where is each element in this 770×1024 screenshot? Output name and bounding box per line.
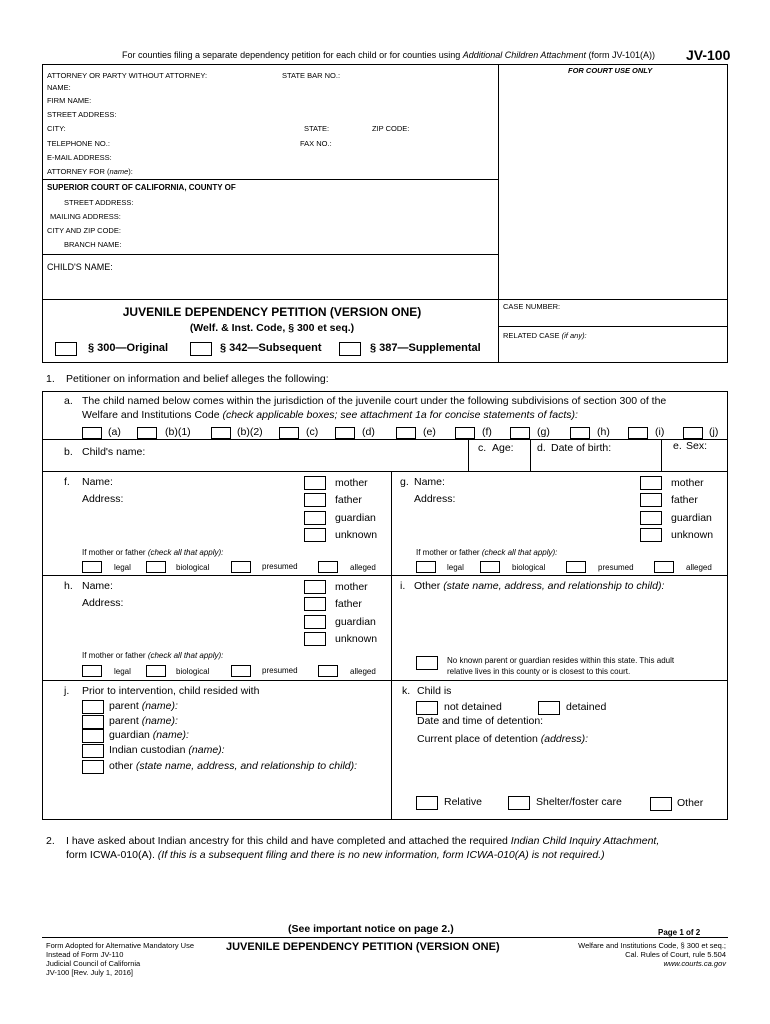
subsequent-label: § 342—Subsequent	[220, 342, 322, 354]
parent-f-address-input[interactable]: Address:	[82, 493, 124, 505]
attorney-for-field[interactable]: ATTORNEY FOR (name):	[47, 167, 133, 176]
zip-field[interactable]: ZIP CODE:	[372, 124, 410, 133]
parent-g-mother-checkbox[interactable]	[640, 476, 662, 490]
parent-f-name-input[interactable]: Name:	[82, 476, 113, 488]
parent-g-mother-label: mother	[671, 477, 704, 489]
city-field[interactable]: CITY:	[47, 124, 66, 133]
parent-h-legal-checkbox[interactable]	[82, 665, 102, 677]
item-g-label: g.	[400, 476, 409, 488]
subdivision-label-b2: (b)(2)	[237, 426, 263, 438]
subdivision-checkbox-j[interactable]	[683, 427, 703, 439]
page-number: Page 1 of 2	[658, 928, 701, 937]
parent-g-alleged-checkbox[interactable]	[654, 561, 674, 573]
subdivision-label-j: (j)	[709, 426, 719, 438]
resided-indian-custodian-checkbox[interactable]	[82, 744, 104, 758]
item1-text: Petitioner on information and belief alleges the following:	[66, 373, 329, 385]
fax-field[interactable]: FAX NO.:	[300, 139, 332, 148]
age-input[interactable]: Age:	[492, 442, 514, 454]
childs-name-input[interactable]: Child's name:	[82, 446, 146, 458]
court-city-zip-field[interactable]: CITY AND ZIP CODE:	[47, 226, 121, 235]
parent-f-father-label: father	[335, 494, 362, 506]
email-field[interactable]: E-MAIL ADDRESS:	[47, 153, 112, 162]
related-case-field[interactable]: RELATED CASE (if any):	[503, 331, 587, 340]
subdivision-checkbox-a[interactable]	[82, 427, 102, 439]
not-detained-label: not detained	[444, 701, 502, 713]
footer-instead: Instead of Form JV-110	[46, 950, 124, 959]
petition-title: JUVENILE DEPENDENCY PETITION (VERSION ONE)	[122, 305, 422, 319]
item-j-label: j.	[64, 685, 70, 697]
resided-parent1-label: parent (name):	[109, 700, 178, 712]
footer-council: Judicial Council of California	[46, 959, 141, 968]
subdivision-checkbox-f[interactable]	[455, 427, 475, 439]
detained-checkbox[interactable]	[538, 701, 560, 715]
parent-f-unknown-checkbox[interactable]	[304, 528, 326, 542]
parent-g-unknown-checkbox[interactable]	[640, 528, 662, 542]
sex-input[interactable]: Sex:	[686, 440, 708, 452]
parent-f-if-note: If mother or father (check all that apply):	[82, 548, 224, 557]
parent-f-legal-checkbox[interactable]	[82, 561, 102, 573]
detained-label: detained	[566, 701, 607, 713]
parent-h-father-label: father	[335, 598, 362, 610]
parent-h-alleged-label: alleged	[350, 667, 376, 676]
other-detention-label: Other	[677, 797, 704, 809]
not-detained-checkbox[interactable]	[416, 701, 438, 715]
relative-checkbox[interactable]	[416, 796, 438, 810]
parent-g-guardian-label: guardian	[671, 512, 712, 524]
footer-adopted: Form Adopted for Alternative Mandatory Use	[46, 941, 194, 950]
item1a-line2: Welfare and Institutions Code (check applicable boxes; see attachment 1a for concise statements of facts):	[82, 409, 578, 421]
resided-parent2-checkbox[interactable]	[82, 715, 104, 729]
item2-number: 2.	[46, 835, 55, 847]
petition-subtitle: (Welf. & Inst. Code, § 300 et seq.)	[189, 322, 355, 334]
court-mailing-field[interactable]: MAILING ADDRESS:	[50, 212, 121, 221]
parent-f-guardian-label: guardian	[335, 512, 376, 524]
parent-h-name-input[interactable]: Name:	[82, 580, 113, 592]
parent-h-unknown-label: unknown	[335, 633, 378, 645]
parent-f-guardian-checkbox[interactable]	[304, 511, 326, 525]
footer-rules: Cal. Rules of Court, rule 5.504	[625, 950, 726, 959]
item1-number: 1.	[46, 373, 55, 385]
resided-other-label: other (state name, address, and relationship to child):	[109, 760, 358, 772]
item1e-label: e.	[673, 440, 682, 452]
subdivision-checkbox-g[interactable]	[510, 427, 530, 439]
subdivision-label-h: (h)	[597, 426, 610, 438]
attorney-name-field[interactable]: NAME:	[47, 83, 71, 92]
parent-h-legal-label: legal	[114, 667, 131, 676]
childs-name-field[interactable]: CHILD'S NAME:	[47, 262, 113, 272]
subdivision-label-e: (e)	[423, 426, 436, 438]
parent-g-biological-checkbox[interactable]	[480, 561, 500, 573]
supplemental-label: § 387—Supplemental	[370, 342, 481, 354]
other-adult-input[interactable]: Other (state name, address, and relationship to child):	[414, 580, 665, 592]
parent-g-presumed-label: presumed	[598, 563, 634, 572]
street-address-field[interactable]: STREET ADDRESS:	[47, 110, 117, 119]
subdivision-checkbox-b2[interactable]	[211, 427, 231, 439]
parent-h-presumed-checkbox[interactable]	[231, 665, 251, 677]
parent-h-presumed-label: presumed	[262, 666, 298, 675]
footer-revision: JV-100 [Rev. July 1, 2016]	[46, 968, 133, 977]
parent-g-father-label: father	[671, 494, 698, 506]
parent-f-unknown-label: unknown	[335, 529, 378, 541]
parent-h-biological-checkbox[interactable]	[146, 665, 166, 677]
court-branch-field[interactable]: BRANCH NAME:	[64, 240, 122, 249]
parent-g-legal-checkbox[interactable]	[416, 561, 436, 573]
subdivision-label-c: (c)	[306, 426, 319, 438]
parent-h-guardian-checkbox[interactable]	[304, 615, 326, 629]
item1b-label: b.	[64, 446, 73, 458]
telephone-field[interactable]: TELEPHONE NO.:	[47, 139, 110, 148]
item1c-label: c.	[478, 442, 487, 454]
top-note: For counties filing a separate dependency petition for each child or for counties using Additional Children Attachment (form JV-101(A))	[122, 50, 655, 60]
no-known-parent-line1: No known parent or guardian resides within this state. This adult	[447, 656, 675, 665]
parent-g-father-checkbox[interactable]	[640, 493, 662, 507]
resided-guardian-label: guardian (name):	[109, 729, 189, 741]
footer-code: Welfare and Institutions Code, § 300 et seq.;	[578, 941, 726, 950]
parent-h-alleged-checkbox[interactable]	[318, 665, 338, 677]
parent-f-father-checkbox[interactable]	[304, 493, 326, 507]
item-h-label: h.	[64, 580, 73, 592]
item-k-text: Child is	[417, 685, 452, 697]
parent-g-guardian-checkbox[interactable]	[640, 511, 662, 525]
detention-place-input[interactable]: Current place of detention (address):	[417, 733, 589, 745]
subdivision-label-d: (d)	[362, 426, 375, 438]
parent-f-mother-checkbox[interactable]	[304, 476, 326, 490]
footer-title: JUVENILE DEPENDENCY PETITION (VERSION ONE)	[226, 941, 500, 953]
court-use-label: FOR COURT USE ONLY	[568, 66, 653, 75]
shelter-foster-care-label: Shelter/foster care	[536, 796, 622, 808]
item-k-label: k.	[402, 685, 411, 697]
footer-website[interactable]: www.courts.ca.gov	[663, 959, 726, 968]
resided-indian-custodian-label: Indian custodian (name):	[109, 744, 225, 756]
no-known-parent-checkbox[interactable]	[416, 656, 438, 670]
court-street-field[interactable]: STREET ADDRESS:	[64, 198, 134, 207]
relative-label: Relative	[444, 796, 482, 808]
subdivision-checkbox-i[interactable]	[628, 427, 648, 439]
subdivision-label-i: (i)	[655, 426, 665, 438]
item2-line1: I have asked about Indian ancestry for this child and have completed and attached the required Indian Child Inquiry Attachment,	[66, 835, 660, 847]
resided-other-checkbox[interactable]	[82, 760, 104, 774]
subsequent-checkbox[interactable]	[190, 342, 212, 356]
parent-f-biological-checkbox[interactable]	[146, 561, 166, 573]
parent-h-biological-label: biological	[176, 667, 210, 676]
detention-date-time-input[interactable]: Date and time of detention:	[417, 715, 544, 727]
subdivision-checkbox-c[interactable]	[279, 427, 299, 439]
item-j-text: Prior to intervention, child resided with	[82, 685, 260, 697]
item1a-label: a.	[64, 395, 73, 407]
firm-name-field[interactable]: FIRM NAME:	[47, 96, 92, 105]
parent-h-unknown-checkbox[interactable]	[304, 632, 326, 646]
subdivision-checkbox-d[interactable]	[335, 427, 355, 439]
subdivision-label-f: (f)	[482, 426, 492, 438]
resided-parent2-label: parent (name):	[109, 715, 178, 727]
subdivision-checkbox-b1[interactable]	[137, 427, 157, 439]
subdivision-checkbox-e[interactable]	[396, 427, 416, 439]
date-of-birth-input[interactable]: Date of birth:	[551, 442, 612, 454]
parent-f-alleged-label: alleged	[350, 563, 376, 572]
item-i-label: i.	[400, 580, 406, 592]
original-checkbox[interactable]	[55, 342, 77, 356]
parent-g-alleged-label: alleged	[686, 563, 712, 572]
item-f-label: f.	[64, 476, 70, 488]
no-known-parent-line2: relative lives in this county or is closest to this court.	[447, 667, 631, 676]
parent-f-alleged-checkbox[interactable]	[318, 561, 338, 573]
parent-g-presumed-checkbox[interactable]	[566, 561, 586, 573]
state-bar-label: STATE BAR NO.:	[282, 71, 341, 80]
parent-g-name-input[interactable]: Name:	[414, 476, 445, 488]
parent-f-presumed-checkbox[interactable]	[231, 561, 251, 573]
parent-g-legal-label: legal	[447, 563, 464, 572]
parent-f-mother-label: mother	[335, 477, 368, 489]
case-number-field[interactable]: CASE NUMBER:	[503, 302, 561, 311]
parent-h-mother-checkbox[interactable]	[304, 580, 326, 594]
subdivision-checkbox-h[interactable]	[570, 427, 590, 439]
original-label: § 300—Original	[88, 342, 169, 354]
subdivision-label-b1: (b)(1)	[165, 426, 191, 438]
form-id: JV-100	[686, 47, 731, 63]
parent-h-mother-label: mother	[335, 581, 368, 593]
parent-g-unknown-label: unknown	[671, 529, 714, 541]
parent-f-biological-label: biological	[176, 563, 210, 572]
parent-h-father-checkbox[interactable]	[304, 597, 326, 611]
parent-h-if-note: If mother or father (check all that apply):	[82, 651, 224, 660]
parent-h-guardian-label: guardian	[335, 616, 376, 628]
subdivision-label-g: (g)	[537, 426, 550, 438]
supplemental-checkbox[interactable]	[339, 342, 361, 356]
important-notice: (See important notice on page 2.)	[288, 923, 454, 935]
attorney-label: ATTORNEY OR PARTY WITHOUT ATTORNEY:	[47, 71, 208, 80]
shelter-foster-care-checkbox[interactable]	[508, 796, 530, 810]
item2-line2: form ICWA-010(A). (If this is a subsequent filing and there is no new information, form ICWA-010(A) is not required.)	[66, 849, 605, 861]
item1a-line1: The child named below comes within the jurisdiction of the juvenile court under the following subdivisions of section 300 of the	[82, 395, 667, 407]
item1d-label: d.	[537, 442, 546, 454]
state-field[interactable]: STATE:	[304, 124, 330, 133]
other-detention-checkbox[interactable]	[650, 797, 672, 811]
parent-f-legal-label: legal	[114, 563, 131, 572]
parent-h-address-input[interactable]: Address:	[82, 597, 124, 609]
parent-g-biological-label: biological	[512, 563, 546, 572]
parent-g-address-input[interactable]: Address:	[414, 493, 456, 505]
parent-f-presumed-label: presumed	[262, 562, 298, 571]
subdivision-label-a: (a)	[108, 426, 121, 438]
resided-guardian-checkbox[interactable]	[82, 729, 104, 743]
resided-parent1-checkbox[interactable]	[82, 700, 104, 714]
court-title: SUPERIOR COURT OF CALIFORNIA, COUNTY OF	[47, 183, 236, 192]
parent-g-if-note: If mother or father (check all that apply):	[416, 548, 558, 557]
